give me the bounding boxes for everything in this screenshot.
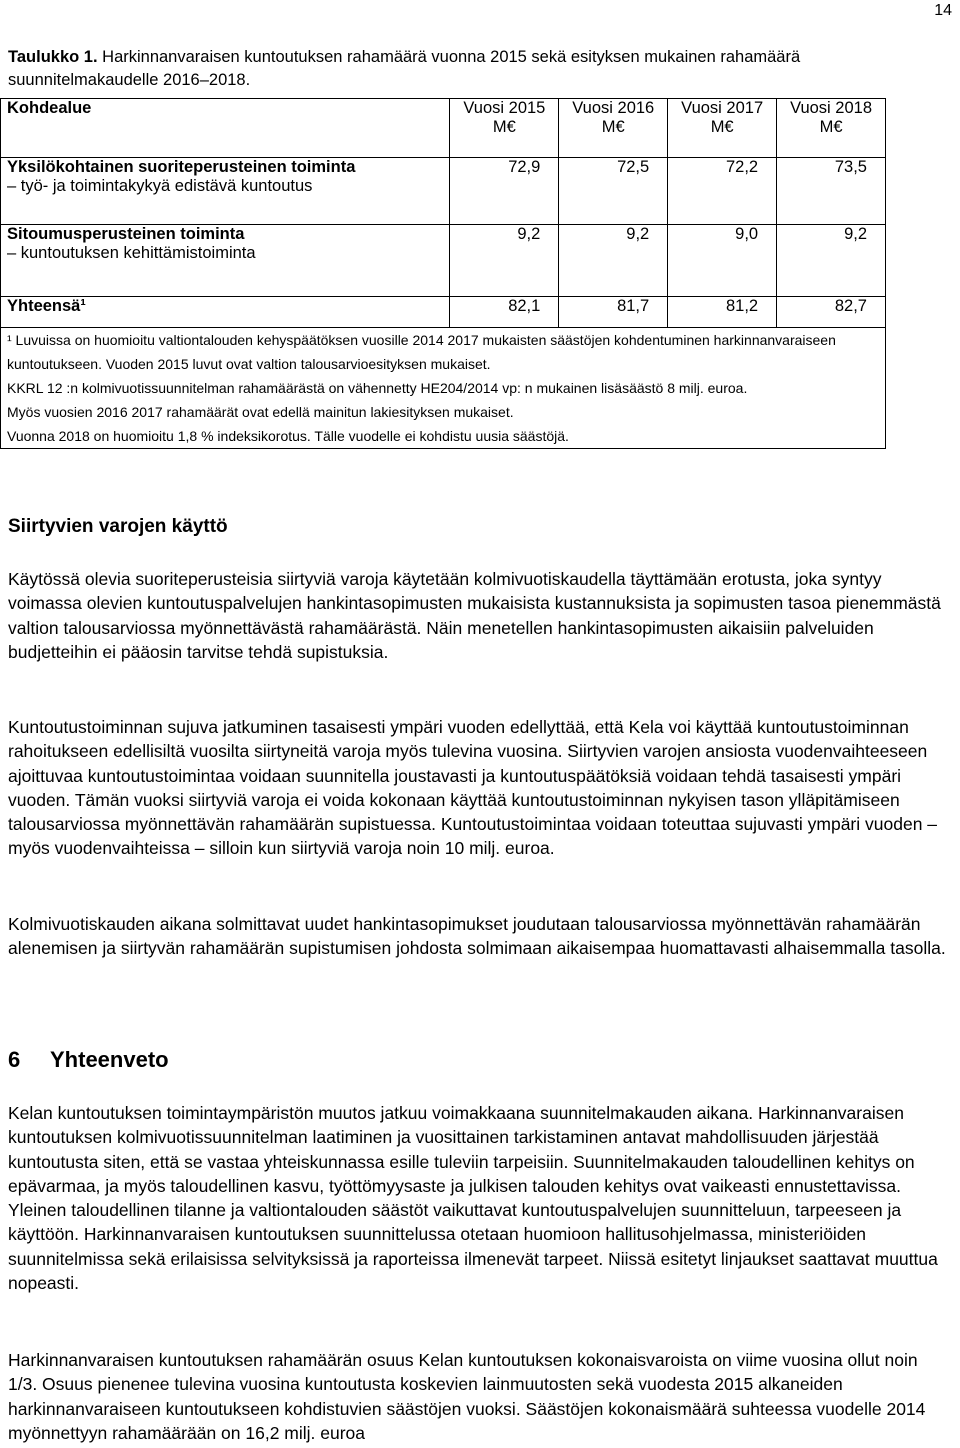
note-line: KKRL 12 :n kolmivuotissuunnitelman rahamäärästä on vähennetty HE204/2014 vp: n mukainen lisäsäästö 8 milj. euroa.: [7, 380, 748, 396]
table-notes: [1, 328, 886, 449]
row-value: 9,2: [450, 225, 559, 297]
caption-text: Harkinnanvaraisen kuntoutuksen rahamäärä vuonna 2015 sekä esityksen mukainen rahamäärä suunnitelmakaudelle 2016–2018.: [8, 48, 801, 89]
table-caption: [8, 46, 908, 92]
total-row: [1, 297, 886, 328]
row-value: 72,9: [450, 158, 559, 225]
total-label: Yhteensä¹: [1, 297, 450, 328]
row-value: 9,0: [668, 225, 777, 297]
section-paragraph: Kolmivuotiskauden aikana solmittavat uudet hankintasopimukset joudutaan talousarviossa myönnettävän rahamäärän alenemisen ja siirtyvän rahamäärän supistumisen johdosta solmimaan aikaisempaa huomattavasti alhaisemmalla tasolla.: [8, 914, 946, 959]
chapter-paragraph: Kelan kuntoutuksen toimintaympäristön muutos jatkuu voimakkaana suunnitelmakauden aikana. Harkinnanvaraisen kuntoutuksen kolmivuotissuunnitelman laatiminen ja vuosittainen tarkistaminen antavat mahdollisuuden järjestää kuntoutusta siten, että se vastaa yhteiskunnassa esille tuleviin tarpeisiin. Suunnitelmakauden taloudellinen kehitys on epävarmaa, ja myös taloudellinen kasvu, työttömyysaste ja julkisen talouden kehitys ovat vaikeasti ennustettavissa. Yleinen taloudellinen tilanne ja valtiontalouden säästöt vaikuttavat kuntoutuspalvelujen suunnitteluun, tarpeeseen ja käyttöön. Harkinnanvaraisen kuntoutuksen suunnittelussa otetaan huomioon hallitusohjelmassa, ministeriöiden suunnitelmissa sekä erilaisissa selvityksissä ja raporteissa ilmenevät tarpeet. Niissä esitetyt linjaukset saattavat muuttua nopeasti.: [8, 1103, 938, 1294]
chapter-heading: [8, 1047, 169, 1073]
row-value: 72,2: [668, 158, 777, 225]
row-title: Sitoumusperusteinen toiminta: [7, 225, 245, 243]
table-row: [1, 225, 886, 297]
funding-table: [0, 98, 886, 449]
unit-label: M€: [492, 118, 516, 136]
year-label: Vuosi 2018: [790, 99, 873, 117]
header-year: [450, 99, 559, 158]
row-subtitle: – työ- ja toimintakykyä edistävä kuntoutus: [7, 177, 313, 195]
year-label: Vuosi 2017: [681, 99, 764, 117]
year-label: Vuosi 2016: [572, 99, 655, 117]
year-label: Vuosi 2015: [463, 99, 546, 117]
total-value: 81,2: [668, 297, 777, 328]
header-year: [559, 99, 668, 158]
note-line: Vuonna 2018 on huomioitu 1,8 % indeksikorotus. Tälle vuodelle ei kohdistu uusia säästöjä.: [7, 428, 569, 444]
total-value: 82,7: [777, 297, 886, 328]
row-label: [1, 225, 450, 297]
section-paragraph: Kuntoutustoiminnan sujuva jatkuminen tasaisesti ympäri vuoden edellyttää, että Kela voi käyttää kuntoutustoiminnan rahoitukseen edellisiltä vuosilta siirtyneitä varoja myös tulevina vuosina. Siirtyvien varojen ansiosta vuodenvaihteeseen ajoittuvaa kuntoutustoimintaa voidaan suunnitella joustavasti ja kuntoutuspäätöksiä voidaan tehdä tasaisesti ympäri vuoden. Tämän vuoksi siirtyviä varoja ei voida kokonaan käyttää kuntoutustoiminnan nykyisen tason ylläpitämiseen talousarviossa myönnettävän rahamäärän supistuessa. Kuntoutustoimintaa voidaan toteuttaa sujuvasti ympäri vuoden – myös vuodenvaihteissa – silloin kun siirtyviä varoja noin 10 milj. euroa.: [8, 717, 938, 859]
chapter-number: 6: [8, 1047, 21, 1072]
total-value: 82,1: [450, 297, 559, 328]
header-year: [777, 99, 886, 158]
table-row: [1, 158, 886, 225]
row-value: 72,5: [559, 158, 668, 225]
page-number: 14: [934, 2, 952, 19]
header-area: Kohdealue: [1, 99, 450, 158]
row-value: 9,2: [777, 225, 886, 297]
row-value: 73,5: [777, 158, 886, 225]
section-heading: Siirtyvien varojen käyttö: [8, 516, 228, 537]
row-label: [1, 158, 450, 225]
chapter-paragraph: Harkinnanvaraisen kuntoutuksen rahamäärän osuus Kelan kuntoutuksen kokonaisvaroista on viime vuosina ollut noin 1/3. Osuus pienenee tulevina vuosina kuntoutusta koskevien lainmuutosten sekä vuodesta 2015 alkaneiden harkinnanvaraiseen kuntoutukseen kohdistuvien säästöjen vuoksi. Säästöjen kokonaismäärä suhteessa vuodelle 2014 myönnettyyn rahamäärään on 16,2 milj. euroa: [8, 1350, 926, 1443]
row-title: Yksilökohtainen suoriteperusteinen toiminta: [7, 158, 356, 176]
unit-label: M€: [710, 118, 734, 136]
notes-row: [1, 328, 886, 449]
table-header-row: [1, 99, 886, 158]
caption-label: Taulukko 1.: [8, 48, 98, 66]
total-value: 81,7: [559, 297, 668, 328]
note-line: Myös vuosien 2016 2017 rahamäärät ovat edellä mainitun lakiesityksen mukaiset.: [7, 404, 514, 420]
header-year: [668, 99, 777, 158]
unit-label: M€: [601, 118, 625, 136]
row-subtitle: – kuntoutuksen kehittämistoiminta: [7, 244, 256, 262]
row-value: 9,2: [559, 225, 668, 297]
chapter-title: Yhteenveto: [50, 1047, 169, 1072]
unit-label: M€: [819, 118, 843, 136]
section-paragraph: Käytössä olevia suoriteperusteisia siirtyviä varoja käytetään kolmivuotiskaudella täyttämään erotusta, joka syntyy voimassa olevien kuntoutuspalvelujen hankintasopimusten mukaisista kustannuksista ja sopimusten tasoa pienemmästä valtion talousarviossa myönnettävästä rahamäärästä. Näin menetellen hankintasopimusten aikaisiin palveluiden budjetteihin ei pääosin tarvitse tehdä supistuksia.: [8, 569, 941, 662]
note-line: ¹ Luvuissa on huomioitu valtiontalouden kehyspäätöksen vuosille 2014 2017 mukaisten säästöjen kohdentuminen harkinnanvaraiseen kuntoutukseen. Vuoden 2015 luvut ovat valtion talousarvioesityksen mukaiset.: [7, 332, 836, 372]
